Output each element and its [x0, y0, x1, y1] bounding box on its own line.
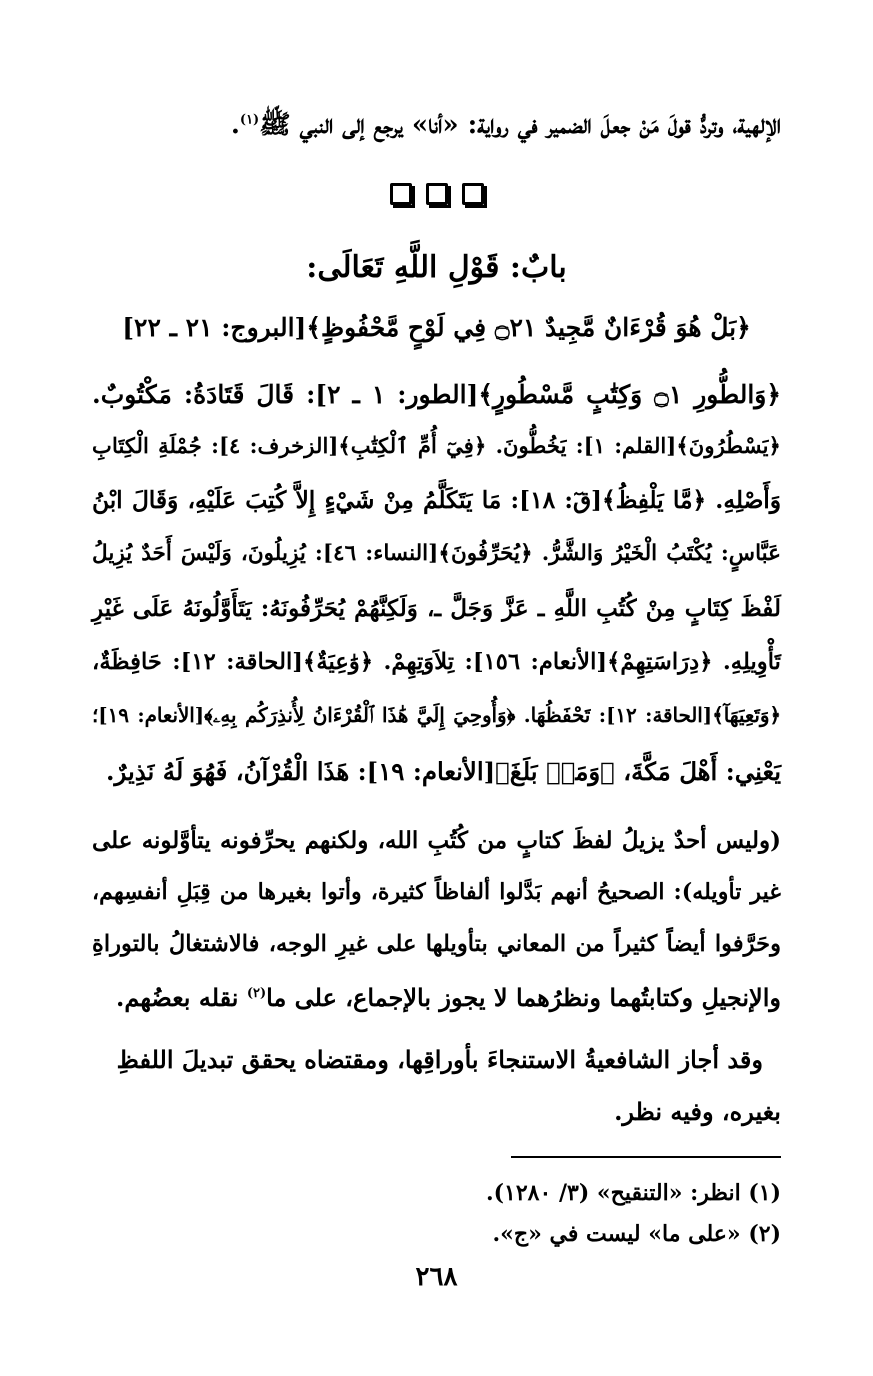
- page-number: ٢٦٨: [415, 1262, 458, 1292]
- paragraph-line-2: بغيره، وفيه نظر.: [614, 1097, 781, 1126]
- square-ornament-icon: [426, 183, 448, 205]
- footnote-2: (٢) «على ما» ليست في «ج».: [492, 1221, 781, 1247]
- comment-line-4-text: والإنجيلِ وكتابتُهما ونظرُهما لا يجوز بالإجماع، على ما: [266, 983, 781, 1012]
- quote-line-8: يَعْنِي: أَهْلَ مَكَّةَ، ﴿وَمَنۢ بَلَغَ﴾[الأنعام: ١٩]: هَذَا الْقُرْآنُ، فَهُوَ لَهُ نَذِيرٌ.: [106, 757, 781, 786]
- verse-line: ﴿بَلْ هُوَ قُرْءَانٌ مَّجِيدٌ ۝٢١ فِي لَوْحٍ مَّحْفُوظٍ﴾[البروج: ٢١ ـ ٢٢]: [122, 313, 751, 342]
- chapter-title: بابٌ: قَوْلِ اللَّهِ تَعَالَى:: [306, 250, 567, 285]
- opening-text: الإلهية، وتردُّ قولَ مَنْ جعلَ الضمير في رواية: «أنا» يرجع إلى النبي ﷺ: [259, 110, 781, 140]
- footnote-ref-2: (٢): [246, 986, 267, 1001]
- footnote-1: (١) انظر: «التنقيح» (٣/ ١٢٨٠).: [485, 1180, 781, 1206]
- opening-end: .: [230, 110, 240, 140]
- comment-line-2: غير تأويله): الصحيحُ أنهم بَدَّلوا ألفاظاً كثيرة، وأتوا بغيرها من قِبَلِ أنفسِهم،: [92, 879, 781, 905]
- comment-line-4-end: نقله بعضُهم.: [116, 983, 247, 1012]
- quote-line-2: ﴿يَسْطُرُونَ﴾[القلم: ١]: يَخُطُّونَ. ﴿فِيٓ أُمِّ ٱلْكِتَٰبِ﴾[الزخرف: ٤]: جُمْلَةِ الْكِتَابِ: [92, 434, 781, 459]
- comment-line-3: وحَرَّفوا أيضاً كثيراً من المعاني بتأويلها على غيرِ الوجه، فالاشتغالُ بالتوراةِ: [92, 931, 781, 957]
- quote-line-7: ﴿وَتَعِيَهَآ﴾[الحاقة: ١٢]: تَحْفَظُهَا. ﴿وَأُوحِيَ إِلَيَّ هَٰذَا ٱلْقُرْءَانُ لِأُنذِرَكُم بِهِۦ﴾[الأنعام: ١٩]؛: [92, 703, 781, 727]
- comment-line-1: (وليس أحدٌ يزيلُ لفظَ كتابٍ من كُتُبِ الله، ولكنهم يحرِّفونه يتأوَّلونه على: [92, 827, 781, 854]
- footnote-ref-1: (١): [239, 112, 260, 128]
- section-divider-ornament: [92, 183, 781, 209]
- quote-line-4: عَبَّاسٍ: يُكْتَبُ الْخَيْرُ وَالشَّرُّ. ﴿يُحَرِّفُونَ﴾[النساء: ٤٦]: يُزِيلُونَ، وَلَيْسَ أَحَدٌ يُزِيلُ: [92, 541, 781, 566]
- square-ornament-icon: [390, 183, 412, 205]
- square-ornament-icon: [462, 183, 484, 205]
- opening-line: [92, 108, 781, 146]
- quote-line-3: وَأَصْلِهِ. ﴿مَّا يَلْفِظُ﴾[قٓ: ١٨]: مَا يَتَكَلَّمُ مِنْ شَيْءٍ إِلاَّ كُتِبَ عَلَيْهِ، وَقَالَ ابْنُ: [92, 487, 781, 514]
- footnote-separator: [511, 1156, 781, 1158]
- paragraph-line-1: وقد أجاز الشافعيةُ الاستنجاءَ بأوراقِها، ومقتضاه يحقق تبديلَ اللفظِ: [116, 1045, 763, 1074]
- quote-line-1: ﴿وَالطُّورِ ۝١ وَكِتَٰبٍ مَّسْطُورٍ﴾[الطور: ١ ـ ٢]: قَالَ قَتَادَةُ: مَكْتُوبٌ.: [92, 380, 781, 409]
- book-page: [92, 0, 781, 1376]
- comment-line-4: [92, 983, 781, 1012]
- quote-line-6: تَأْوِيلِهِ. ﴿دِرَاسَتِهِمْ﴾[الأنعام: ١٥٦]: تِلاَوَتِهِمْ. ﴿وَٰعِيَةٌ﴾[الحاقة: ١٢]: حَافِظَةٌ،: [92, 649, 781, 675]
- quote-line-5: لَفْظَ كِتَابٍ مِنْ كُتُبِ اللَّهِ ـ عَزَّ وَجَلَّ ـ، وَلَكِنَّهُمْ يُحَرِّفُونَهُ: يَتَأَوَّلُونَهُ عَلَى غَيْرِ: [92, 595, 781, 622]
